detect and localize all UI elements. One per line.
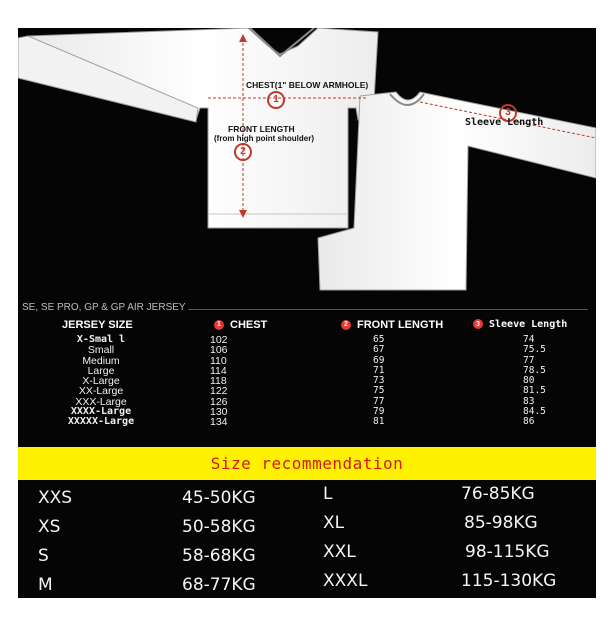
chest-header: 1 CHEST bbox=[214, 319, 267, 331]
back-jersey-shape bbox=[318, 92, 596, 290]
rec-size-right: L bbox=[323, 484, 333, 504]
size-chart-front-cell: 77 bbox=[373, 395, 385, 407]
size-chart-size-cell: XXXX-Large bbox=[70, 406, 132, 418]
chest-column bbox=[210, 335, 250, 428]
size-chart-size-cell: XX-Large bbox=[78, 385, 124, 398]
size-chart-size-cell: XXX-Large bbox=[75, 395, 127, 408]
chest-annotation: CHEST(1" BELOW ARMHOLE) bbox=[246, 80, 369, 90]
size-chart-sleeve-cell: 81.5 bbox=[523, 385, 546, 397]
rec-weight-left: 58-68KG bbox=[182, 546, 256, 566]
size-chart-sleeve-cell: 83 bbox=[523, 395, 535, 407]
rec-size-left: S bbox=[38, 546, 49, 566]
size-chart-chest-cell: 106 bbox=[210, 344, 228, 357]
series-divider bbox=[188, 309, 588, 310]
rec-size-right: XXL bbox=[323, 542, 356, 562]
size-chart-size-cell: Large bbox=[87, 364, 115, 377]
rec-weight-right: 85-98KG bbox=[464, 513, 538, 533]
rec-size-left: XXS bbox=[38, 488, 73, 508]
size-chart-card bbox=[18, 28, 596, 598]
size-chart-chest-cell: 118 bbox=[210, 375, 227, 388]
rec-weight-right: 76-85KG bbox=[461, 484, 535, 504]
chest-number-icon: 1 bbox=[214, 320, 224, 330]
size-chart-front-cell: 65 bbox=[373, 334, 385, 345]
chest-badge: 1 bbox=[267, 91, 285, 109]
rec-size-right: XXXL bbox=[323, 571, 368, 591]
sleeve-number-icon: 3 bbox=[473, 319, 483, 329]
size-chart-front-cell: 69 bbox=[373, 354, 385, 366]
size-chart-size-cell: X-Large bbox=[82, 375, 120, 388]
size-chart-front-cell: 75 bbox=[373, 385, 385, 397]
rec-weight-right: 115-130KG bbox=[461, 571, 557, 591]
size-chart-chest-cell: 114 bbox=[210, 364, 227, 377]
size-chart-size-cell: XXXXX-Large bbox=[67, 416, 135, 428]
size-chart-front-cell: 67 bbox=[373, 344, 385, 356]
size-chart-sleeve-cell: 86 bbox=[523, 416, 535, 428]
size-chart-sleeve-cell: 84.5 bbox=[523, 406, 546, 418]
front-length-header: 2 FRONT LENGTH bbox=[341, 319, 443, 331]
rec-weight-left: 50-58KG bbox=[182, 517, 256, 537]
sleeve-column bbox=[523, 335, 563, 428]
front-length-subtitle: (from high point shoulder) bbox=[214, 134, 314, 143]
size-chart-chest-cell: 130 bbox=[210, 406, 228, 419]
rec-size-left: M bbox=[38, 575, 53, 595]
front-length-annotation: FRONT LENGTH bbox=[228, 124, 295, 134]
size-chart-chest-cell: 102 bbox=[210, 334, 228, 346]
front-number-icon: 2 bbox=[341, 320, 351, 330]
size-chart-sleeve-cell: 74 bbox=[523, 334, 535, 345]
size-chart-sleeve-cell: 75.5 bbox=[523, 344, 546, 356]
series-title: SE, SE PRO, GP & GP AIR JERSEY bbox=[22, 302, 186, 313]
size-chart-size-cell: X-Smal l bbox=[76, 334, 126, 345]
size-chart-front-cell: 79 bbox=[373, 406, 385, 418]
front-length-badge: 2 bbox=[234, 143, 252, 161]
sleeve-header: 3 Sleeve Length bbox=[473, 319, 567, 330]
sleeve-badge: 3 bbox=[499, 104, 517, 122]
size-chart-chest-cell: 126 bbox=[210, 395, 228, 408]
rec-weight-left: 45-50KG bbox=[182, 488, 256, 508]
sleeve-annotation: Sleeve Length bbox=[465, 117, 544, 128]
size-chart-sleeve-cell: 78.5 bbox=[523, 364, 546, 376]
jersey-diagram bbox=[18, 28, 596, 300]
rec-weight-right: 98-115KG bbox=[465, 542, 550, 562]
size-chart-size-cell: Medium bbox=[82, 354, 120, 367]
size-chart-size-cell: Small bbox=[87, 344, 115, 357]
rec-size-right: XL bbox=[323, 513, 345, 533]
size-chart-sleeve-cell: 80 bbox=[523, 375, 535, 387]
size-chart-front-cell: 81 bbox=[373, 416, 385, 428]
recommendation-banner bbox=[18, 447, 596, 480]
size-chart-chest-cell: 134 bbox=[210, 416, 228, 429]
size-header: JERSEY SIZE bbox=[62, 319, 133, 331]
size-chart-front-cell: 71 bbox=[373, 364, 385, 376]
size-column bbox=[56, 335, 146, 428]
size-chart-front-cell: 73 bbox=[373, 375, 385, 387]
recommendation-title: Size recommendation bbox=[210, 454, 404, 473]
size-chart-sleeve-cell: 77 bbox=[523, 354, 535, 366]
rec-weight-left: 68-77KG bbox=[182, 575, 256, 595]
rec-size-left: XS bbox=[38, 517, 61, 537]
size-chart-chest-cell: 122 bbox=[210, 385, 228, 398]
front-length-column bbox=[373, 335, 413, 428]
size-chart-chest-cell: 110 bbox=[210, 354, 227, 367]
